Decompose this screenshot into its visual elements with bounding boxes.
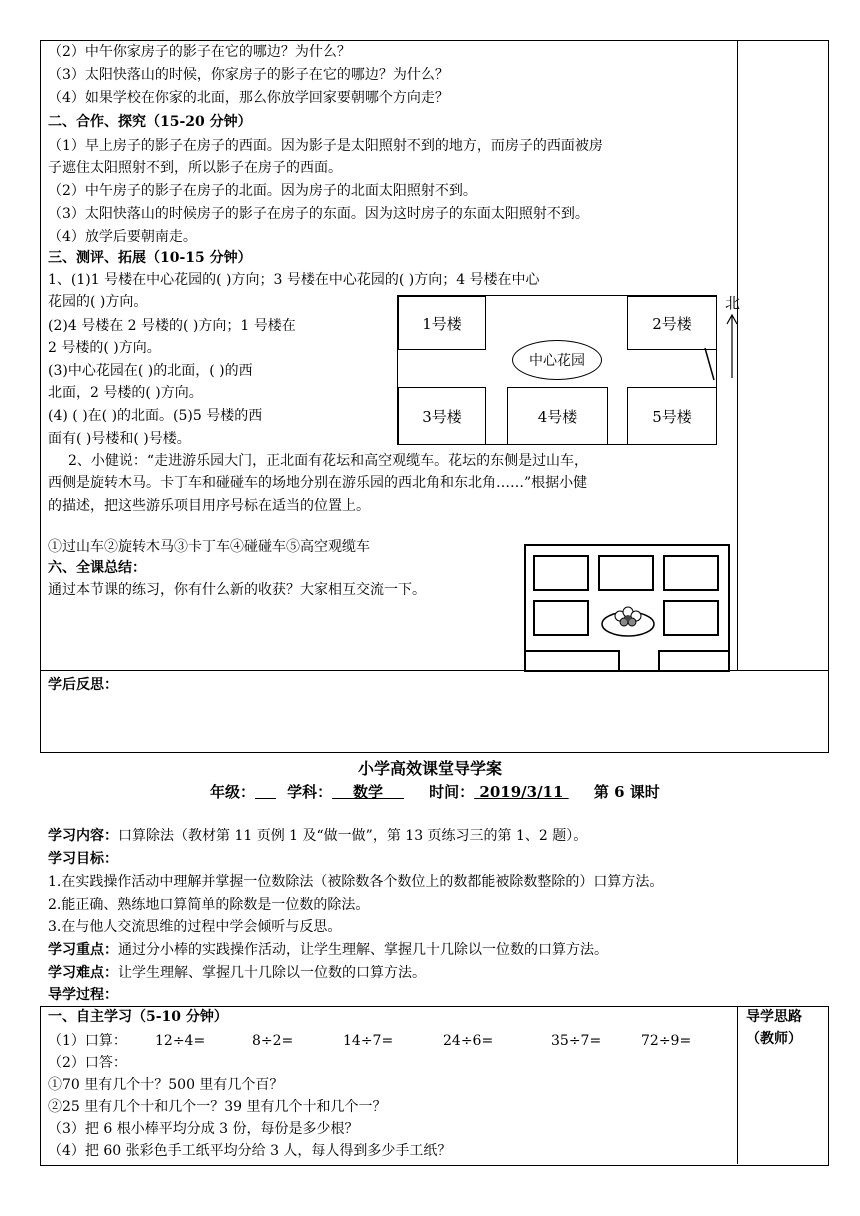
- building-4: [507, 387, 608, 445]
- calc-item: 24÷6=: [443, 1033, 494, 1049]
- difficulty-text: 让学生理解、掌握几十几除以一位数的口算方法。: [118, 965, 426, 981]
- section-3-title: 三、测评、拓展（10-15 分钟）: [48, 250, 252, 266]
- lesson-number: 第 6 课时: [593, 783, 660, 801]
- building-map: [397, 295, 717, 445]
- subject-label: 学科：: [287, 783, 333, 801]
- park-cell: [663, 555, 719, 591]
- question-1-line: 2 号楼的( )方向。: [48, 340, 161, 356]
- time-value: 2019/3/11: [474, 783, 569, 801]
- question-2-line: 西侧是旋转木马。卡丁车和碰碰车的场地分别在游乐园的西北角和东北角……”根据小健: [48, 475, 588, 491]
- central-garden: [512, 340, 602, 380]
- question-1-line: (3)中心花园在( )的北面，( )的西: [48, 363, 253, 379]
- section-2-line: （1）早上房子的影子在房子的西面。因为影子是太阳照射不到的地方，而房子的西面被房: [48, 138, 603, 154]
- section-6-line: 通过本节课的练习，你有什么新的收获？大家相互交流一下。: [48, 582, 426, 598]
- top-line-2: （2）中午你家房子的影子在它的哪边？为什么？: [48, 44, 351, 60]
- oral-answer-line: ①70 里有几个十？500 里有几个百？: [48, 1077, 284, 1093]
- calc-item: 72÷9=: [641, 1033, 692, 1049]
- park-cell: [598, 555, 654, 591]
- question-1-line: 面有( )号楼和( )号楼。: [48, 431, 191, 447]
- learning-goal: 2.能正确、熟练地口算简单的除数是一位数的除法。: [48, 897, 370, 913]
- learning-goals-label: 学习目标：: [48, 851, 118, 867]
- learning-content: [48, 826, 587, 846]
- calc-item: 8÷2=: [252, 1033, 294, 1049]
- bottom-table-side-divider: [737, 1006, 738, 1164]
- question-1-line: 北面，2 号楼的( )方向。: [48, 385, 203, 401]
- learning-content-label: 学习内容：: [48, 828, 118, 844]
- section-2-title: 二、合作、探究（15-20 分钟）: [48, 114, 252, 130]
- building-3: [398, 387, 486, 445]
- key-point-label: 学习重点：: [48, 942, 118, 958]
- park-cell: [663, 600, 719, 636]
- learning-content-text: 口算除法（教材第 11 页例 1 及“做一做”，第 13 页练习三的第 1、2 题）。: [118, 828, 588, 844]
- learning-goal: 3.在与他人交流思维的过程中学会倾听与反思。: [48, 919, 342, 935]
- question-1-line: 花园的( )方向。: [48, 294, 148, 310]
- mental-calc-label: （1）口算：: [48, 1033, 127, 1049]
- calc-item: 14÷7=: [343, 1033, 394, 1049]
- question-2-line: 2、小健说：“走进游乐园大门，正北面有花坛和高空观缆车。花坛的东侧是过山车，: [68, 453, 589, 469]
- difficulty-label: 学习难点：: [48, 965, 118, 981]
- page-title: 小学高效课堂导学案: [357, 759, 502, 778]
- question-2-line: 的描述，把这些游乐项目用序号标在适当的位置上。: [48, 498, 370, 514]
- question-4: （4）把 60 张彩色手工纸平均分给 3 人，每人得到多少手工纸？: [48, 1143, 452, 1159]
- learning-key-point: [48, 940, 608, 960]
- header-info: [210, 782, 660, 802]
- park-cell: [533, 555, 589, 591]
- park-gate-left: [524, 650, 620, 670]
- north-arrow-icon: [725, 312, 739, 380]
- calc-item: 12÷4=: [155, 1033, 206, 1049]
- learning-goal: 1.在实践操作活动中理解并掌握一位数除法（被除数各个数位上的数都能被除数整除的）口算方法。: [48, 874, 664, 890]
- flower-bed-icon: [600, 598, 656, 640]
- reflection-label: 学后反思：: [48, 677, 118, 693]
- park-map: [524, 544, 730, 672]
- building-2-label: 2号楼: [652, 314, 692, 333]
- section-2-line: （2）中午房子的影子在房子的北面。因为房子的北面太阳照射不到。: [48, 183, 477, 199]
- side-column-subtitle: （教师）: [746, 1031, 802, 1047]
- section-2-line: （3）太阳快落山的时候房子的影子在房子的东面。因为这时房子的东面太阳照射不到。: [48, 206, 589, 222]
- top-line-3: （3）太阳快落山的时候，你家房子的影子在它的哪边？为什么？: [48, 67, 449, 83]
- question-3: （3）把 6 根小棒平均分成 3 份，每份是多少根？: [48, 1121, 359, 1137]
- building-5-label: 5号楼: [652, 407, 692, 426]
- north-arrow: [723, 292, 745, 382]
- park-gate-right: [658, 650, 728, 670]
- gate-icon: [704, 346, 718, 386]
- park-cell: [533, 600, 589, 636]
- question-1-line: (4) ( )在( )的北面。(5)5 号楼的西: [48, 408, 263, 424]
- building-3-label: 3号楼: [422, 407, 462, 426]
- section-2-line: （4）放学后要朝南走。: [48, 229, 197, 245]
- grade-label: 年级：: [210, 783, 256, 801]
- section-6-title: 六、全课总结：: [48, 560, 146, 576]
- question-1-line: 1、(1)1 号楼在中心花园的( )方向；3 号楼在中心花园的( )方向；4 号楼在中心: [48, 272, 540, 288]
- building-2: [627, 296, 717, 350]
- building-5: [627, 387, 717, 445]
- side-column-title: 导学思路: [746, 1009, 802, 1025]
- north-label: 北: [725, 294, 741, 312]
- building-4-label: 4号楼: [537, 407, 578, 426]
- calc-item: 35÷7=: [551, 1033, 602, 1049]
- key-point-text: 通过分小棒的实践操作活动，让学生理解、掌握几十几除以一位数的口算方法。: [118, 942, 608, 958]
- central-garden-label: 中心花园: [529, 353, 585, 369]
- grade-value: [255, 783, 276, 801]
- section-2-line: 子遮住太阳照射不到，所以影子在房子的西面。: [48, 160, 342, 176]
- oral-answer-label: （2）口答：: [48, 1055, 127, 1071]
- time-label: 时间：: [429, 783, 475, 801]
- subject-value: 数学: [332, 783, 404, 801]
- building-1: [398, 296, 486, 350]
- question-1-line: (2)4 号楼在 2 号楼的( )方向；1 号楼在: [48, 318, 296, 334]
- oral-answer-line: ②25 里有几个十和几个一？39 里有几个十和几个一？: [48, 1099, 387, 1115]
- ride-items-list: ①过山车②旋转木马③卡丁车④碰碰车⑤高空观缆车: [48, 539, 370, 555]
- building-1-label: 1号楼: [422, 314, 462, 333]
- top-line-4: （4）如果学校在你家的北面，那么你放学回家要朝哪个方向走？: [48, 90, 449, 106]
- process-label: 导学过程：: [48, 987, 118, 1003]
- section-1-title: 一、自主学习（5-10 分钟）: [48, 1009, 228, 1025]
- learning-difficulty: [48, 963, 426, 983]
